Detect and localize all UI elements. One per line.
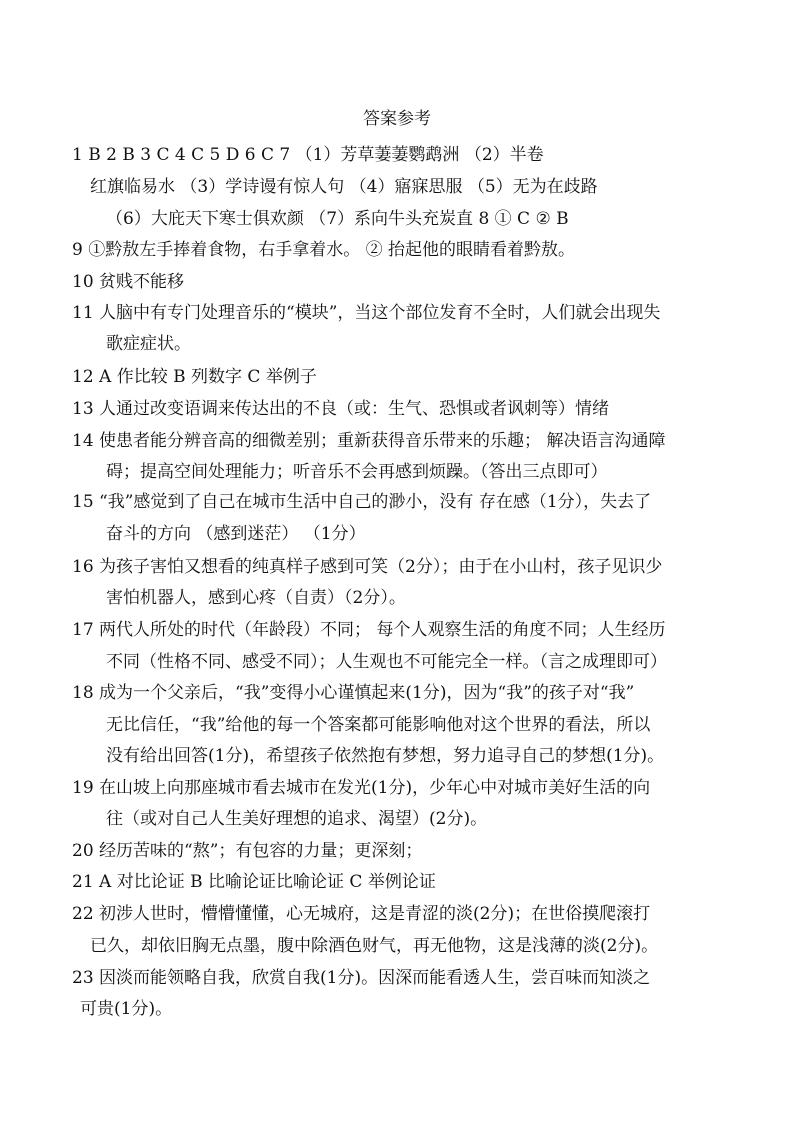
answer-line-9: 9 ①黔敖左手捧着食物，右手拿着水。 ② 抬起他的眼睛看着黔敖。 [72, 240, 576, 260]
answer-line-23: 23 因淡而能领略自我，欣赏自我(1分)。因深而能看透人生，尝百味而知淡之 [72, 968, 651, 988]
page-title: 答案参考 [363, 109, 431, 129]
answer-line-10: 10 贫贱不能移 [72, 272, 185, 292]
answer-line-16-cont: 害怕机器人，感到心疼（自责）（2分）。 [106, 588, 406, 608]
answer-line-18: 18 成为一个父亲后，“我”变得小心谨慎起来(1分)，因为“我”的孩子对“我” [72, 683, 635, 703]
answer-line-17-cont: 不同（性格不同、感受不同）；人生观也不可能完全一样。（言之成理即可） [106, 652, 667, 672]
answer-line-14: 14 使患者能分辨音高的细微差别；重新获得音乐带来的乐趣； 解决语言沟通障 [72, 431, 666, 451]
answer-line-19: 19 在山坡上向那座城市看去城市在发光(1分)，少年心中对城市美好生活的向 [72, 778, 651, 798]
answer-line-23-cont: 可贵(1分)。 [80, 999, 173, 1019]
answer-line-13: 13 人通过改变语调来传达出的不良（或：生气、恐惧或者讽刺等）情绪 [72, 399, 610, 419]
answer-line-18-cont-a: 无比信任，“我”给他的每一个答案都可能影响他对这个世界的看法，所以 [106, 715, 651, 735]
answer-line-19-cont: 往（或对自己人生美好理想的追求、渴望）(2分)。 [106, 809, 488, 829]
answer-line-11-cont: 歌症症状。 [106, 334, 191, 354]
answer-line-20: 20 经历苦味的“熬”；有包容的力量；更深刻； [72, 841, 423, 861]
answer-line-22: 22 初涉人世时，懵懵懂懂，心无城府，这是青涩的淡(2分)；在世俗摸爬滚打 [72, 904, 651, 924]
answer-line-15: 15 “我”感觉到了自己在城市生活中自己的渺小，没有 存在感（1分），失去了 [72, 492, 652, 512]
answer-line-15-cont: 奋斗的方向 （感到迷茫） （1分） [106, 524, 366, 544]
answer-line-12: 12 A 作比较 B 列数字 C 举例子 [72, 367, 317, 387]
answer-line-16: 16 为孩子害怕又想看的纯真样子感到可笑（2分）；由于在小山村，孩子见识少 [72, 557, 663, 577]
answer-line-11: 11 人脑中有专门处理音乐的“模块”，当这个部位发育不全时，人们就会出现失 [72, 303, 661, 323]
answer-line-1-cont-a: 红旗临易水 （3）学诗谩有惊人句 （4）寤寐思服 （5）无为在歧路 [90, 177, 598, 197]
answer-line-18-cont-b: 没有给出回答(1分)，希望孩子依然抱有梦想，努力追寻自己的梦想(1分)。 [106, 746, 665, 766]
answer-line-21: 21 A 对比论证 B 比喻论证比喻论证 C 举例论证 [72, 872, 436, 892]
answer-line-22-cont: 已久，却依旧胸无点墨，腹中除酒色财气，再无他物，这是浅薄的淡(2分)。 [90, 936, 659, 956]
answer-line-14-cont: 碍；提高空间处理能力；听音乐不会再感到烦躁。（答出三点即可） [106, 462, 608, 482]
answer-line-1-cont-b: （6）大庇天下寒士俱欢颜 （7）系向牛头充炭直 8 ① C ② B [106, 209, 569, 229]
answer-line-1: 1 B 2 B 3 C 4 C 5 D 6 C 7 （1）芳草萋萋鹦鹉洲 （2）半卷 [72, 145, 544, 165]
answer-line-17: 17 两代人所处的时代（年龄段）不同； 每个人观察生活的角度不同；人生经历 [72, 620, 666, 640]
